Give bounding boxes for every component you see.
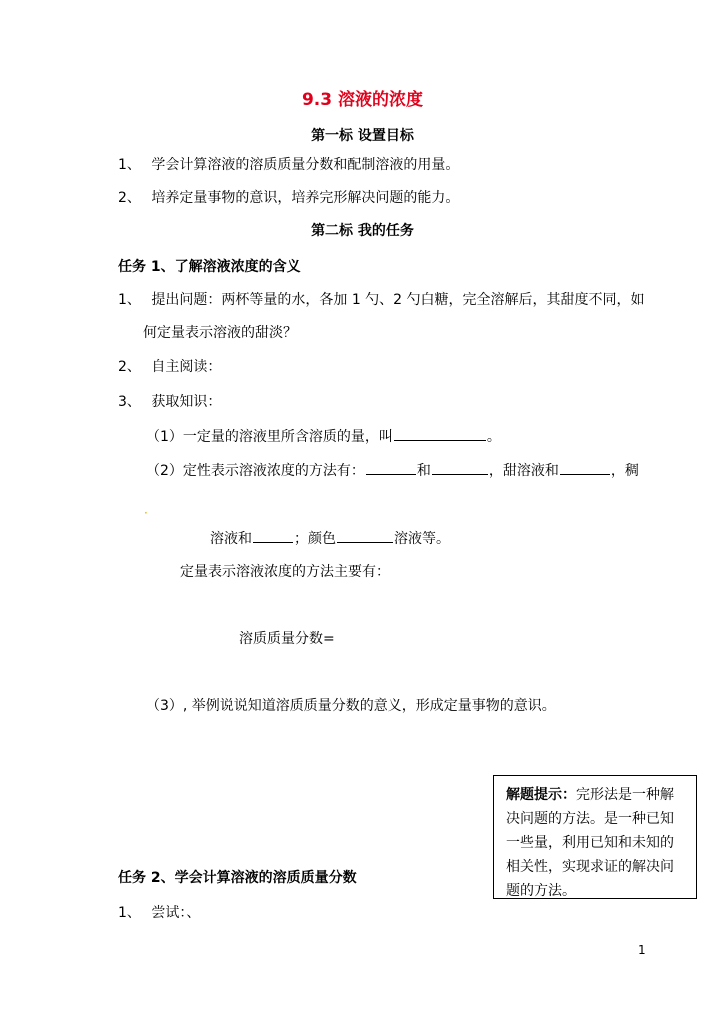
- question-number: 2、: [118, 359, 141, 375]
- knowledge-text: ，甜溶液和: [488, 463, 559, 479]
- question-number: 3、: [118, 394, 141, 410]
- task1-heading: 任务 1、了解溶液浓度的含义: [118, 259, 301, 275]
- stray-dot-mark: ·: [144, 506, 148, 520]
- task1-question-3: [118, 393, 221, 411]
- knowledge-text: 。: [486, 429, 501, 445]
- task2-question-1: [118, 904, 200, 922]
- knowledge-text: 和: [416, 463, 431, 479]
- question-text: 尝试：、: [151, 905, 201, 921]
- fill-blank[interactable]: [394, 426, 486, 441]
- fill-blank[interactable]: [366, 460, 416, 475]
- knowledge-text: 溶液和: [210, 531, 252, 547]
- goal-number: 2、: [118, 190, 141, 206]
- goal-item: [118, 156, 459, 174]
- hint-box: [493, 775, 697, 899]
- question-text: 自主阅读：: [151, 359, 222, 375]
- knowledge-item-2: [146, 460, 639, 480]
- question-text: 提出问题：两杯等量的水，各加 1 勺、2 勺白糖，完全溶解后，其甜度不同，如: [151, 292, 645, 308]
- fill-blank[interactable]: [432, 460, 488, 475]
- knowledge-item-3: （3）, 举例说说知道溶质质量分数的意义，形成定量事物的意识。: [146, 698, 556, 714]
- hint-label: 解题提示：: [506, 787, 576, 803]
- task1-question-1: [118, 291, 645, 309]
- knowledge-text: 溶液等。: [394, 531, 450, 547]
- page-number: 1: [638, 943, 646, 957]
- task2-heading: 任务 2、学会计算溶液的溶质质量分数: [118, 870, 357, 886]
- task1-question-1-cont: 何定量表示溶液的甜淡？: [143, 325, 297, 341]
- task1-question-2: [118, 358, 221, 376]
- hint-text: 完形法是一种解决问题的方法。是一种已知一些量，利用已知和未知的相关性，实现求证的解决问题的方法。: [506, 787, 674, 899]
- goal-item: [118, 189, 459, 207]
- question-number: 1、: [118, 905, 141, 921]
- knowledge-text: ；颜色: [294, 531, 336, 547]
- fill-blank[interactable]: [253, 528, 293, 543]
- question-text: 获取知识：: [151, 394, 222, 410]
- knowledge-text: ，稠: [610, 463, 639, 479]
- section-heading-first: 第一标 设置目标: [311, 128, 414, 144]
- goal-number: 1、: [118, 157, 141, 173]
- knowledge-item-2-cont: [210, 528, 450, 548]
- page-title: 9.3 溶液的浓度: [301, 90, 424, 110]
- knowledge-text: （1）一定量的溶液里所含溶质的量，叫: [146, 429, 393, 445]
- goal-text: 学会计算溶液的溶质质量分数和配制溶液的用量。: [151, 157, 460, 173]
- question-number: 1、: [118, 292, 141, 308]
- knowledge-item-1: [146, 426, 501, 446]
- formula-text: 溶质质量分数=: [239, 631, 335, 647]
- fill-blank[interactable]: [560, 460, 610, 475]
- fill-blank[interactable]: [337, 528, 393, 543]
- knowledge-text: （2）定性表示溶液浓度的方法有：: [146, 463, 365, 479]
- section-heading-second: 第二标 我的任务: [311, 223, 414, 239]
- quantitative-methods-text: 定量表示溶液浓度的方法主要有：: [180, 564, 390, 580]
- goal-text: 培养定量事物的意识，培养完形解决问题的能力。: [151, 190, 460, 206]
